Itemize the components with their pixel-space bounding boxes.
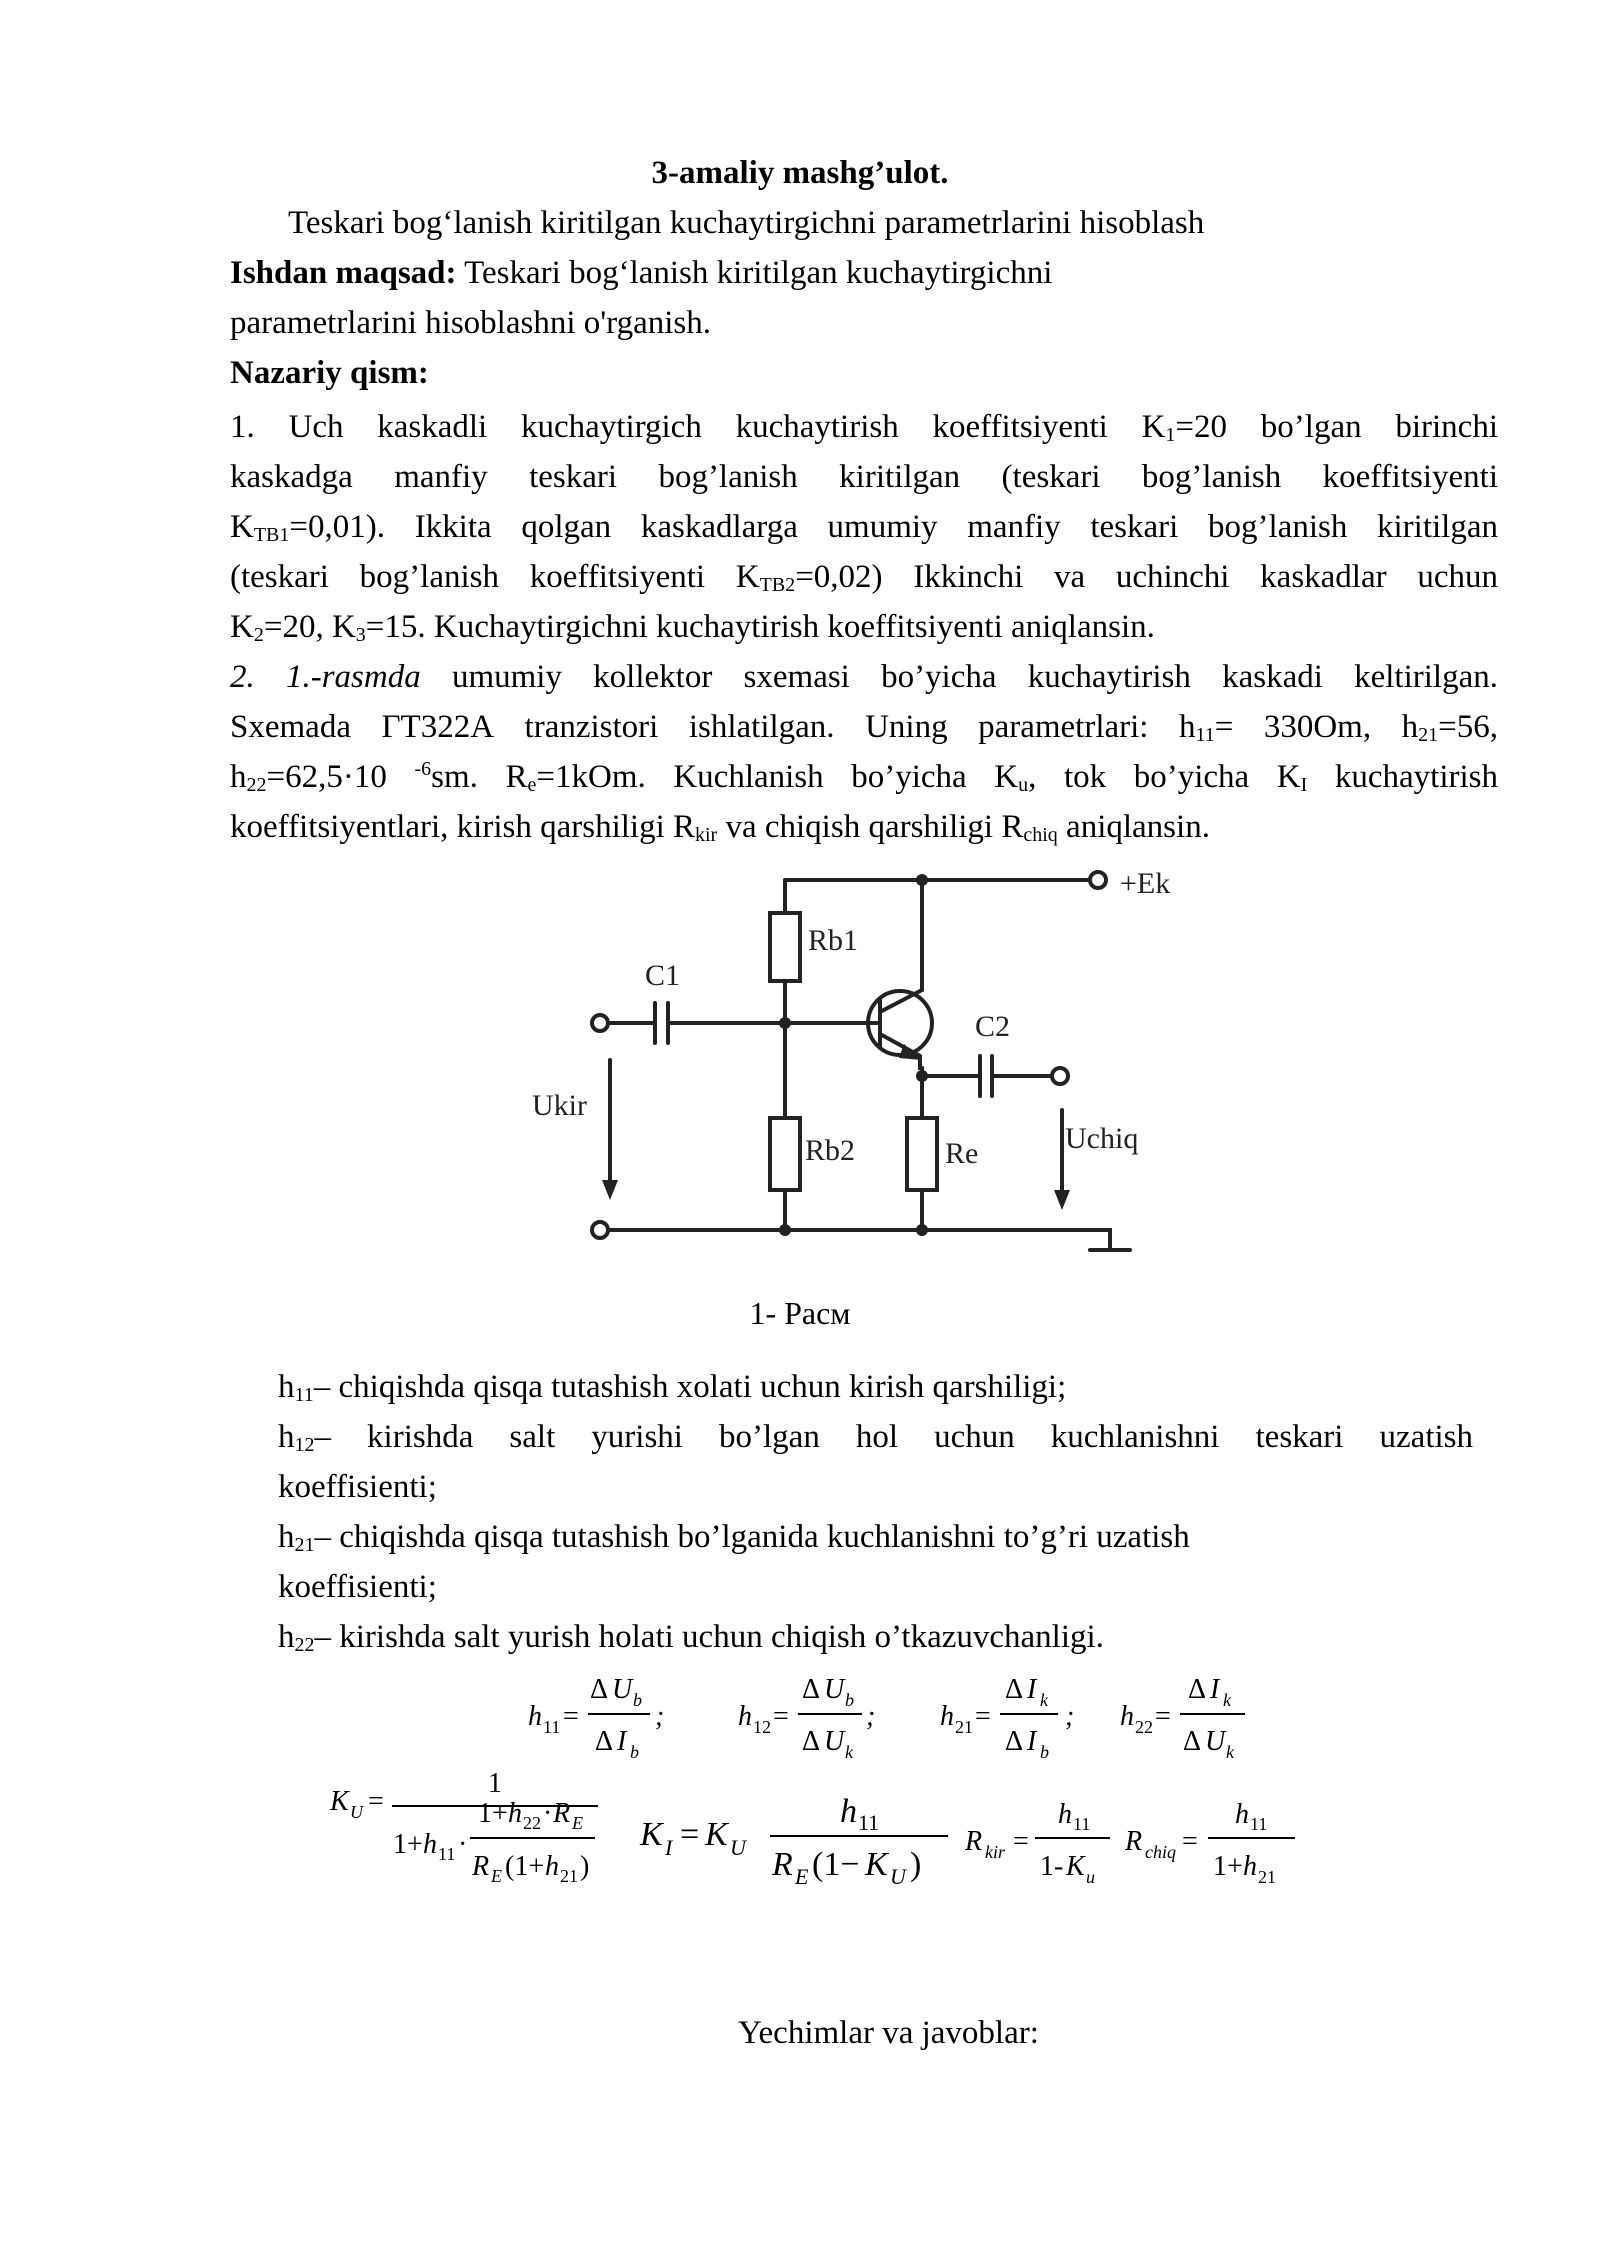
svg-text:Δ: Δ <box>1183 1726 1202 1757</box>
formula-h11 <box>528 1674 664 1762</box>
svg-text:h: h <box>528 1701 542 1732</box>
svg-text:h: h <box>1058 1799 1072 1830</box>
definition-h12: $h_{12}-$ kirishda salt yurishi bo’lgan hol uchun kuchlanishni teskari uzatish <box>278 1419 1473 1456</box>
svg-text:11: 11 <box>1073 1814 1091 1834</box>
problem-2-line: 2. 1.-rasmda umumiy kollektor sxemasi bo’yicha kuchaytirish kaskadi keltirilgan. <box>230 659 1498 695</box>
svg-text:1-: 1- <box>1040 1851 1064 1882</box>
theory-heading: Nazariy qism: <box>230 355 429 391</box>
svg-text:u: u <box>1086 1867 1095 1887</box>
svg-text:K: K <box>865 1846 888 1883</box>
problem-2-line: $h_{22}=62,5\cdot 10$ $^{-6}$sm. $R_e=1kOm$. Kuchlanish bo’yicha $K_u$, tok bo’yicha $K_I$ kuchaytirish <box>230 758 1499 796</box>
svg-text:h: h <box>840 1793 857 1830</box>
svg-text:): ) <box>910 1846 922 1883</box>
svg-text:U: U <box>824 1726 845 1757</box>
svg-text:Δ: Δ <box>1005 1726 1024 1757</box>
svg-text:=: = <box>368 1786 384 1817</box>
svg-text:k: k <box>845 1742 853 1762</box>
svg-text:12: 12 <box>753 1717 771 1737</box>
svg-text:Δ: Δ <box>802 1674 821 1705</box>
svg-text:I: I <box>1210 1674 1220 1705</box>
svg-text:chiq: chiq <box>1145 1842 1176 1862</box>
svg-text:22: 22 <box>1135 1717 1153 1737</box>
svg-text:11: 11 <box>438 1844 456 1864</box>
goal-line-1: Ishdan maqsad: Teskari bog‘lanish kiritilgan kuchaytirgichni <box>230 255 1053 291</box>
svg-text:=: = <box>975 1701 991 1732</box>
definition-h22: $h_{22}-$ kirishda salt yurish holati uchun chiqish o’tkazuvchanligi. <box>278 1619 1104 1656</box>
svg-text:Δ: Δ <box>595 1726 614 1757</box>
svg-text:b: b <box>1040 1742 1049 1762</box>
svg-text:I: I <box>665 1835 673 1860</box>
svg-text:;: ; <box>1065 1701 1075 1732</box>
svg-text:11: 11 <box>543 1717 561 1737</box>
definition-h11: $h_{11}-$ chiqishda qisqa tutashish xolati uchun kirish qarshiligi; <box>278 1369 1067 1406</box>
svg-text:U: U <box>890 1864 906 1889</box>
goal-line-2: parametrlarini hisoblashni o'rganish. <box>230 305 711 341</box>
svg-text:U: U <box>824 1674 845 1705</box>
svg-text:1: 1 <box>488 1768 502 1799</box>
formula-ki <box>639 1793 948 1889</box>
figure-caption: 1- Расм <box>749 1295 851 1331</box>
svg-text:h: h <box>1235 1799 1249 1830</box>
problem-1-line: kaskadga manfiy teskari bog’lanish kiritilgan (teskari bog’lanish koeffitsiyenti <box>230 459 1498 495</box>
svg-text:K: K <box>705 1816 728 1853</box>
svg-text:b: b <box>630 1742 639 1762</box>
formula-rkir <box>964 1799 1110 1887</box>
svg-text:R: R <box>1125 1826 1143 1857</box>
problem-2-line: koeffitsiyentlari, kirish qarshiligi $R_{kir}$ va chiqish qarshiligi $R_{chiq}$ aniqlansin. <box>230 809 1210 846</box>
svg-text:=: = <box>563 1701 579 1732</box>
c2-label: C2 <box>975 1010 1011 1043</box>
svg-text:U: U <box>730 1835 746 1860</box>
svg-text:Δ: Δ <box>1005 1674 1024 1705</box>
svg-text:11: 11 <box>1250 1814 1268 1834</box>
svg-text:R: R <box>472 1851 490 1882</box>
svg-text:·: · <box>543 1798 553 1829</box>
svg-text:h: h <box>738 1701 752 1732</box>
rb1-label: Rb1 <box>808 924 859 957</box>
problem-2-line: Sxemada ГТ322А tranzistori ishlatilgan. Uning parametrlari: $h_{11}= 330Om$, $h_{21}=56$, <box>230 709 1498 746</box>
svg-text:=: = <box>773 1701 789 1732</box>
svg-text:22: 22 <box>523 1813 541 1833</box>
svg-text:U: U <box>612 1674 633 1705</box>
definition-continuation: koeffisienti; <box>278 1469 437 1505</box>
formula-ku <box>329 1768 598 1886</box>
definition-continuation: koeffisienti; <box>278 1569 437 1605</box>
svg-text:h: h <box>1120 1701 1134 1732</box>
ek-label: +Ek <box>1120 867 1171 900</box>
problem-1-line: 1. Uch kaskadli kuchaytirgich kuchaytirish koeffitsiyenti $K_1=20$ bo’lgan birinchi <box>230 409 1498 446</box>
svg-text:1+: 1+ <box>393 1829 423 1860</box>
svg-text:kir: kir <box>985 1842 1005 1862</box>
problem-1-line: $K_2=20$, $K_3=15$. Kuchaytirgichni kuchaytirish koeffitsiyenti aniqlansin. <box>230 609 1155 646</box>
svg-text:1+: 1+ <box>478 1798 508 1829</box>
svg-text:·: · <box>458 1829 468 1860</box>
svg-text:21: 21 <box>560 1866 578 1886</box>
svg-text:R: R <box>553 1798 571 1829</box>
svg-text:k: k <box>1040 1690 1048 1710</box>
svg-text:K: K <box>1066 1851 1085 1882</box>
svg-text:U: U <box>1205 1726 1226 1757</box>
svg-text:k: k <box>1226 1742 1234 1762</box>
svg-text:k: k <box>1223 1690 1231 1710</box>
problem-1-line: $K_{TB1}=0,01$). Ikkita qolgan kaskadlarga umumiy manfiy teskari bog’lanish kiritilgan <box>230 509 1498 546</box>
ukir-label: Ukir <box>532 1089 587 1122</box>
answers-heading: Yechimlar va javoblar: <box>738 2015 1039 2051</box>
svg-text:I: I <box>1027 1726 1037 1757</box>
svg-text:h: h <box>1243 1851 1257 1882</box>
svg-text:E: E <box>572 1813 583 1833</box>
svg-text:=: = <box>680 1816 700 1853</box>
svg-text:=: = <box>1155 1701 1171 1732</box>
c1-label: C1 <box>645 959 681 992</box>
svg-text:K: K <box>640 1816 663 1853</box>
svg-text:R: R <box>772 1846 793 1883</box>
svg-text:h: h <box>423 1829 437 1860</box>
svg-text:h: h <box>940 1701 954 1732</box>
svg-text:;: ; <box>866 1701 876 1732</box>
svg-text:R: R <box>965 1826 983 1857</box>
page-title: 3-amaliy mashg’ulot. <box>651 155 949 191</box>
formula-h12 <box>738 1674 875 1762</box>
svg-text:Δ: Δ <box>802 1726 821 1757</box>
formula-h22 <box>1120 1674 1245 1762</box>
formula-h21 <box>940 1674 1074 1762</box>
svg-text:=: = <box>1182 1826 1198 1857</box>
svg-text:K: K <box>330 1786 349 1817</box>
svg-text:1+: 1+ <box>1213 1851 1243 1882</box>
svg-text:(1+: (1+ <box>505 1851 545 1882</box>
re-label: Re <box>945 1137 979 1170</box>
svg-text:E: E <box>795 1864 809 1889</box>
svg-text:Δ: Δ <box>590 1674 609 1705</box>
definition-h21: $h_{21}-$ chiqishda qisqa tutashish bo’lganida kuchlanishni to’g’ri uzatish <box>278 1519 1190 1556</box>
svg-text:): ) <box>580 1851 590 1882</box>
uchiq-label: Uchiq <box>1065 1122 1139 1155</box>
page-subtitle: Teskari bog‘lanish kiritilgan kuchaytirgichni parametrlarini hisoblash <box>288 205 1205 241</box>
svg-text:11: 11 <box>858 1810 880 1835</box>
svg-text:U: U <box>350 1802 363 1822</box>
svg-text:21: 21 <box>955 1717 973 1737</box>
svg-text:b: b <box>845 1690 854 1710</box>
svg-text:E: E <box>491 1866 502 1886</box>
svg-text:h: h <box>545 1851 559 1882</box>
svg-text:I: I <box>617 1726 627 1757</box>
problem-1-line: (teskari bog’lanish koeffitsiyenti $K_{TB2}=0,02$) Ikkinchi va uchinchi kaskadlar uchun <box>230 559 1498 596</box>
svg-text:h: h <box>508 1798 522 1829</box>
svg-text:I: I <box>1027 1674 1037 1705</box>
svg-text:21: 21 <box>1258 1867 1276 1887</box>
svg-text:(1−: (1− <box>812 1846 860 1883</box>
svg-text:=: = <box>1013 1826 1029 1857</box>
svg-text:Δ: Δ <box>1188 1674 1207 1705</box>
formula-rchiq <box>1124 1799 1295 1887</box>
rb2-label: Rb2 <box>805 1134 856 1167</box>
svg-text:b: b <box>633 1690 642 1710</box>
svg-text:;: ; <box>655 1701 665 1732</box>
